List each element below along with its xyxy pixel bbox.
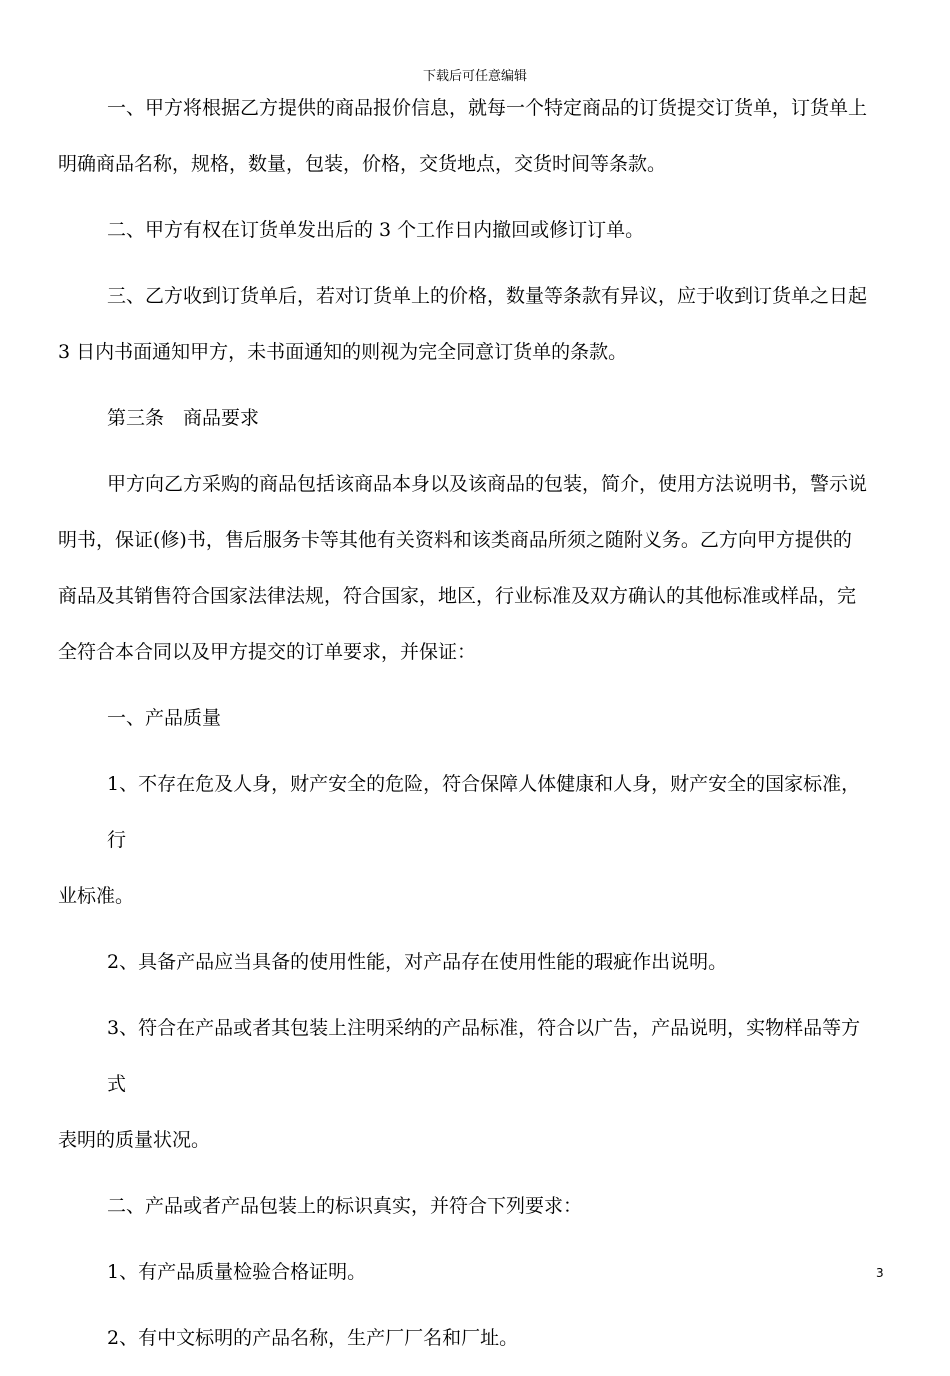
list-item: [58, 1000, 877, 1168]
paragraph-line: 第三条 商品要求: [107, 407, 260, 429]
paragraph-line: 表明的质量状况。: [58, 1129, 211, 1151]
list-item: [107, 1244, 877, 1300]
paragraph-line: 明确商品名称，规格，数量，包装，价格，交货地点，交货时间等条款。: [58, 153, 667, 175]
paragraph: [58, 268, 877, 380]
paragraph-line: 商品及其销售符合国家法律法规，符合国家，地区，行业标准及双方确认的其他标准或样品，完: [58, 585, 857, 607]
subsection-heading: [107, 690, 877, 746]
paragraph-line: 一、甲方将根据乙方提供的商品报价信息，就每一个特定商品的订货提交订货单，订货单上: [107, 97, 868, 119]
list-item: [107, 934, 877, 990]
paragraph-line: 业标准。: [58, 885, 135, 907]
paragraph-line: 3 日内书面通知甲方，未书面通知的则视为完全同意订货单的条款。: [58, 341, 628, 363]
list-item: [58, 756, 877, 924]
list-item: [107, 1310, 877, 1366]
paragraph: [58, 80, 877, 192]
paragraph-line: 二、甲方有权在订货单发出后的 3 个工作日内撤回或修订订单。: [107, 219, 645, 241]
page-header-note: 下载后可任意编辑: [422, 69, 527, 84]
paragraph-line: 三、乙方收到订货单后，若对订货单上的价格，数量等条款有异议，应于收到订货单之日起: [107, 285, 868, 307]
paragraph-line: 一、产品质量: [107, 707, 222, 729]
subsection-heading: [107, 1178, 877, 1234]
paragraph-line: 甲方向乙方采购的商品包括该商品本身以及该商品的包装，简介，使用方法说明书，警示说: [107, 473, 868, 495]
paragraph-line: 二、产品或者产品包装上的标识真实，并符合下列要求：: [107, 1195, 583, 1217]
paragraph-line: 2、有中文标明的产品名称，生产厂厂名和厂址。: [107, 1327, 519, 1349]
page-number: 3: [876, 1266, 884, 1280]
paragraph: [107, 202, 877, 258]
paragraph-line: 明书，保证(修)书，售后服务卡等其他有关资料和该类商品所须之随附义务。乙方向甲方提供的: [58, 529, 852, 551]
paragraph-line: 1、不存在危及人身，财产安全的危险，符合保障人体健康和人身，财产安全的国家标准，行: [107, 773, 861, 851]
paragraph: [58, 456, 877, 680]
paragraph-line: 全符合本合同以及甲方提交的订单要求，并保证：: [58, 641, 477, 663]
section-heading: [107, 390, 877, 446]
paragraph-line: 1、有产品质量检验合格证明。: [107, 1261, 367, 1283]
document-body: [58, 80, 877, 1376]
paragraph-line: 3、符合在产品或者其包装上注明采纳的产品标准，符合以广告，产品说明，实物样品等方式: [107, 1017, 861, 1095]
paragraph-line: 2、具备产品应当具备的使用性能，对产品存在使用性能的瑕疵作出说明。: [107, 951, 728, 973]
